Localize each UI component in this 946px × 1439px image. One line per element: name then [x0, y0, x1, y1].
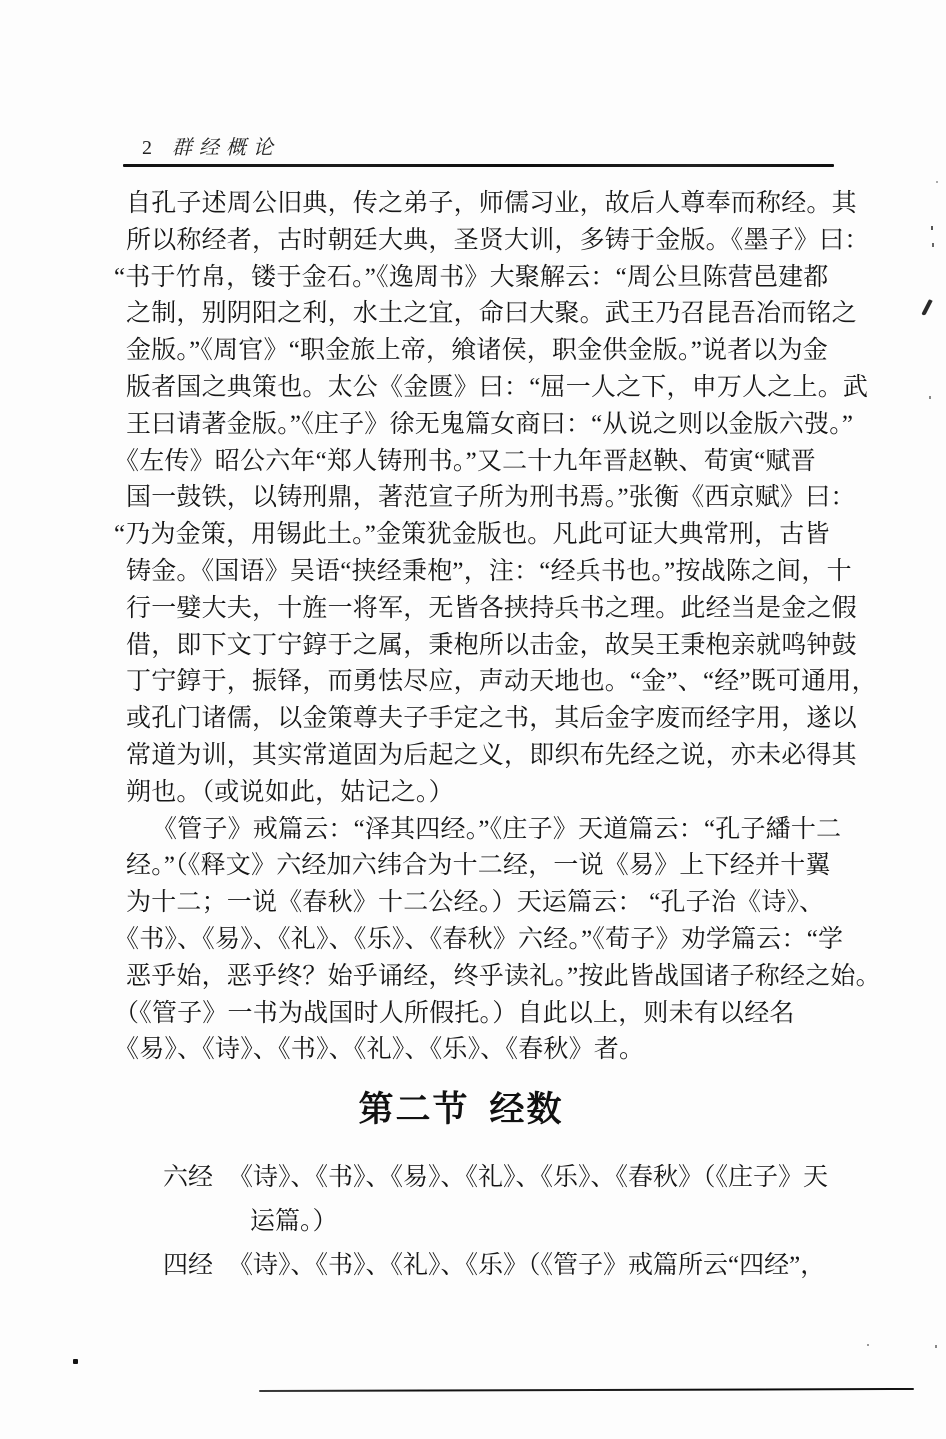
text-line: 或孔门诸儒，以金策尊夫子手定之书，其后金字废而经字用，遂以 — [126, 705, 857, 733]
text-line: 王曰请著金版。”《庄子》徐无鬼篇女商曰：“从说之则以金版六弢。” — [126, 410, 854, 438]
list-item — [163, 1156, 863, 1200]
header-rule — [123, 164, 834, 167]
text-line: “乃为金策，用锡此土。”金策犹金版也。凡此可证大典常刑，古皆 — [114, 521, 830, 549]
section-title: 经数 — [489, 1090, 564, 1129]
scan-artifact-speck — [932, 243, 934, 247]
text-line: 之制，别阴阳之利，水土之宜，命曰大聚。武王乃召昆吾冶而铭之 — [126, 300, 857, 328]
body-text — [114, 186, 881, 1069]
text-line: 丁宁錞于，振铎，而勇怯尽应，声动天地也。“金”、“经”既可通用， — [126, 668, 877, 696]
text-line: 为十二；一说《春秋》十二公经。）天运篇云： “孔子治《诗》、 — [126, 889, 825, 917]
scan-artifact-speck — [936, 181, 938, 183]
list-text: 《诗》、《书》、《礼》、《乐》（《管子》戒篇所云“四经”， — [228, 1252, 826, 1279]
text-line: 国一鼓铁，以铸刑鼎，著范宣子所为刑书焉。”张衡《西京赋》曰： — [126, 484, 856, 512]
text-line: （《管子》一书为战国时人所假托。）自此以上，则未有以经名 — [114, 999, 795, 1027]
book-title: 群经概论 — [172, 137, 280, 159]
scan-artifact-dot — [73, 1359, 78, 1364]
text-line: 借，即下文丁宁錞于之属，秉枹所以击金，故吴王秉枹亲就鸣钟鼓 — [126, 631, 857, 659]
text-line: 自孔子述周公旧典，传之弟子，师儒习业，故后人尊奉而称经。其 — [126, 190, 857, 217]
text-line: 所以称经者，古时朝廷大典，圣贤大训，多铸于金版。《墨子》曰： — [126, 226, 870, 254]
list-text: 《诗》、《书》、《易》、《礼》、《乐》、《春秋》（《庄子》天 — [228, 1164, 829, 1191]
text-line: 版者国之典策也。太公《金匮》曰：“屈一人之下，申万人之上。武 — [126, 373, 869, 401]
section-heading — [0, 1082, 946, 1132]
scan-artifact-speck — [931, 226, 933, 230]
footer-rule — [259, 1388, 914, 1392]
text-line: “书于竹帛，镂于金石。”《逸周书》大聚解云：“周公旦陈营邑建都 — [114, 263, 829, 291]
text-line: 行一嬖大夫，十旌一将军，无皆各挟持兵书之理。此经当是金之假 — [126, 594, 857, 622]
paragraph — [114, 186, 877, 812]
text-line: 《管子》戒篇云：“泽其四经。”《庄子》天道篇云：“孔子繙十二 — [152, 815, 842, 843]
text-line: 经。”（《释文》六经加六纬合为十二经，一说《易》上下经并十翼 — [126, 852, 831, 880]
list-term: 四经 — [163, 1252, 214, 1279]
paragraph — [114, 812, 881, 1070]
text-line: 恶乎始，恶乎终？始乎诵经，终乎读礼。”按此皆战国诸子称经之始。 — [126, 962, 881, 990]
scan-artifact-speck — [867, 1344, 869, 1346]
scan-artifact-speck — [929, 396, 931, 399]
list-item-continuation: 运篇。） — [250, 1208, 338, 1235]
text-line: 《书》、《易》、《礼》、《乐》、《春秋》六经。”《荀子》劝学篇云：“学 — [114, 925, 844, 953]
text-line: 《左传》昭公六年“郑人铸刑书。”又二十九年晋赵鞅、荀寅“赋晋 — [114, 447, 816, 475]
scan-artifact-flick — [921, 299, 932, 316]
running-header — [142, 131, 280, 160]
text-line: 铸金。《国语》吴语“挟经秉枹”，注：“经兵书也。”按战陈之间，十 — [126, 557, 852, 585]
classics-list — [163, 1156, 863, 1288]
list-item — [163, 1244, 863, 1288]
text-line: 金版。”《周官》“职金旅上帝，飨诸侯，职金供金版。”说者以为金 — [126, 337, 828, 365]
section-number: 第二节 — [358, 1090, 470, 1129]
page-number: 2 — [142, 137, 152, 159]
text-line: 《易》、《诗》、《书》、《礼》、《乐》、《春秋》者。 — [114, 1036, 645, 1064]
text-line: 常道为训，其实常道固为后起之义，即织布先经之说，亦未必得其 — [126, 741, 857, 769]
text-line: 朔也。（或说如此，姑记之。） — [126, 778, 454, 806]
list-term: 六经 — [163, 1164, 214, 1191]
scan-artifact-speck — [935, 1345, 937, 1348]
